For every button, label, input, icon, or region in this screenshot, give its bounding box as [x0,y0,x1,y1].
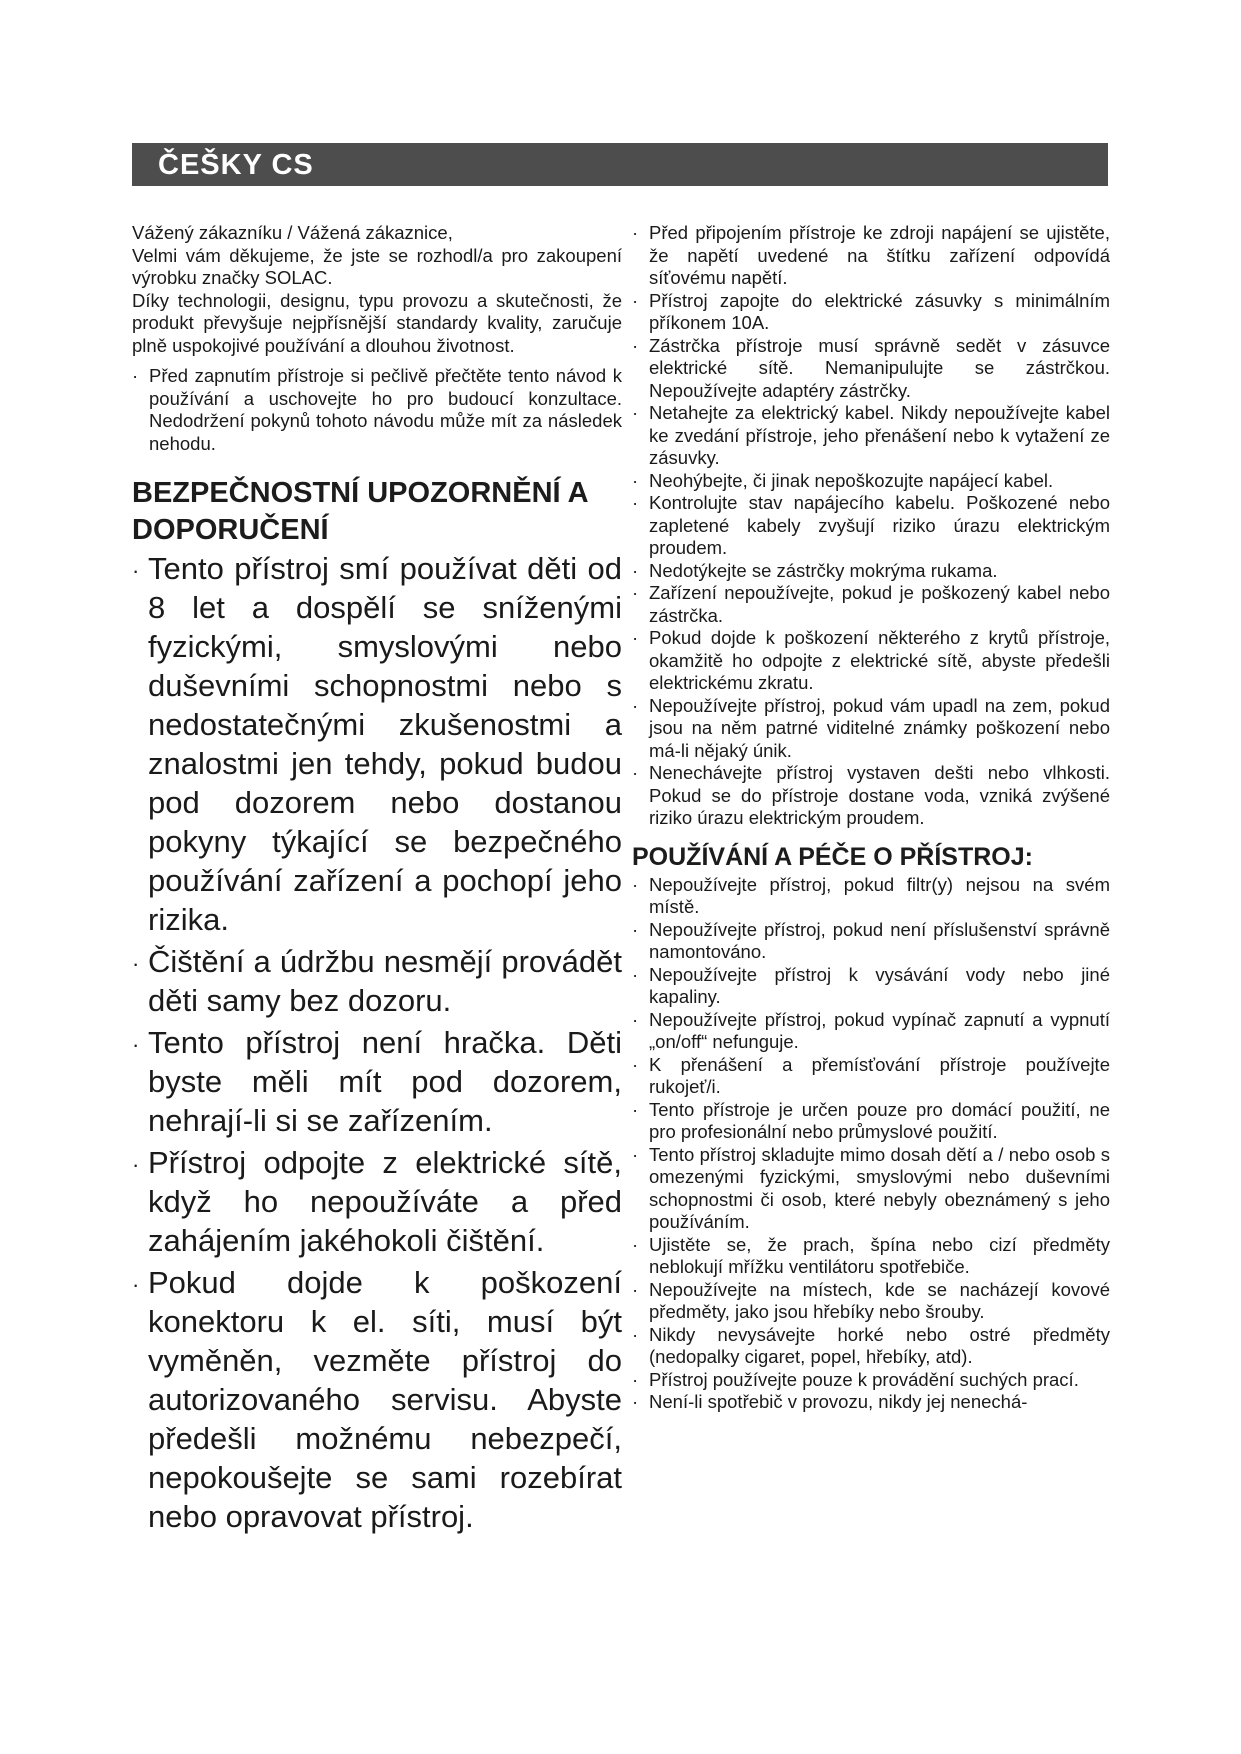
list-item [632,290,1110,335]
bullet-icon: · [632,918,639,940]
bullet-icon: · [132,951,140,976]
intro-note: Před zapnutím přístroje si pečlivě přečtěte tento návod k používání a uschovejte ho pro budoucí konzultace. Nedodržení pokynů tohoto návodu může mít za následek nehodu. [149,365,622,454]
bullet-icon: · [632,469,639,491]
list-item-text: Tento přístroj není hračka. Děti byste měli mít pod dozorem, nehrají-li si se zařízením. [148,1025,622,1138]
list-item-text: Nepoužívejte na místech, kde se nacházejí kovové předměty, jako jsou hřebíky nebo šrouby. [649,1278,1110,1322]
list-item-text: Pokud dojde k poškození některého z krytů přístroje, okamžitě ho odpojte z elektrické sítě, abyste předešli elektrickému zkratu. [649,627,1110,693]
list-item-text: Před připojením přístroje ke zdroji napájení se ujistěte, že napětí uvedené na štítku zařízení odpovídá síťovému napětí. [649,222,1110,288]
list-item [632,1369,1110,1392]
list-item-text: Tento přístroj smí používat děti od 8 let a dospělí se sníženými fyzickými, smyslovými nebo duševními schopnostmi nebo s nedostatečnými zkušenostmi a znalostmi jen tehdy, pokud budou pod dozorem nebo dostanou pokyny týkající se bezpečného používání zařízení a pochopí jeho rizika. [148,551,622,937]
bullet-icon: · [632,1053,639,1075]
list-item [632,492,1110,560]
list-item [632,1009,1110,1054]
bullet-icon: · [632,559,639,581]
bullet-icon: · [632,1008,639,1030]
list-item [632,402,1110,470]
bullet-icon: · [632,627,639,648]
usage-list [632,874,1110,1414]
list-item [632,762,1110,830]
list-item-text: Tento přístroje je určen pouze pro domácí použití, ne pro profesionální nebo průmyslové použití. [649,1098,1110,1142]
list-item-text: Není-li spotřebič v provozu, nikdy jej nenechá- [649,1391,1028,1412]
language-header-bar [132,143,1108,186]
list-item-text: Přístroj zapojte do elektrické zásuvky s minimálním příkonem 10A. [649,289,1110,333]
list-item [632,1144,1110,1234]
list-item [632,1279,1110,1324]
list-item [632,1099,1110,1144]
list-item [632,335,1110,403]
list-item [632,222,1110,290]
bullet-icon: · [632,873,639,895]
list-item-text: Nenechávejte přístroj vystaven dešti nebo vlhkosti. Pokud se do přístroje dostane voda, vzniká zvýšené riziko úrazu elektrickým proudem. [649,762,1110,828]
quality-paragraph: Díky technologii, designu, typu provozu a skutečnosti, že produkt převyšuje nejpřísnější standardy kvality, zaručuje plně uspokojivé používání a dlouhou životnost. [132,289,622,356]
list-item [132,549,622,939]
safety-big-list [132,549,622,1536]
safety-section-title: BEZPEČNOSTNÍ UPOZORNĚNÍ A DOPORUČENÍ [132,477,588,546]
list-item [632,964,1110,1009]
intro-section [132,222,622,357]
list-item-text: Přístroj odpojte z elektrické sítě, když ho nepoužíváte a před zahájením jakéhokoli čištění. [148,1145,622,1258]
list-item-text: Nikdy nevysávejte horké nebo ostré předměty (nedopalky cigaret, popel, hřebíky, atd). [649,1323,1110,1367]
bullet-icon: · [632,1391,639,1412]
list-item [132,942,622,1020]
list-item-text: Přístroj používejte pouze k provádění suchých prací. [649,1368,1079,1390]
bullet-icon: · [632,694,639,716]
thanks-paragraph: Velmi vám děkujeme, že jste se rozhodl/a pro zakoupení výrobku značky SOLAC. [132,244,622,288]
list-item-text: Netahejte za elektrický kabel. Nikdy nepoužívejte kabel ke zvedání přístroje, jeho přenášení nebo k vytažení ze zásuvky. [649,402,1110,468]
list-item-text: K přenášení a přemísťování přístroje používejte rukojeť/i. [649,1053,1110,1097]
list-item-text: Ujistěte se, že prach, špína nebo cizí předměty neblokují mřížku ventilátoru spotřebiče. [649,1233,1110,1277]
list-item-text: Tento přístroj skladujte mimo dosah dětí a / nebo osob s omezenými fyzickými, smyslovými nebo duševními schopnostmi či osob, které nebyly obeznámený s jeho používáním. [649,1143,1110,1232]
bullet-icon: · [632,402,639,423]
list-item [632,1234,1110,1279]
bullet-icon: · [632,222,639,243]
bullet-icon: · [132,1272,140,1297]
greeting: Vážený zákazníku / Vážená zákaznice, [132,222,453,243]
list-item-text: Nepoužívejte přístroj, pokud vypínač zapnutí a vypnutí „on/off“ nefunguje. [649,1008,1110,1052]
left-column [132,222,622,1536]
bullet-icon: · [632,289,639,311]
list-item-text: Nepoužívejte přístroj, pokud vám upadl na zem, pokud jsou na něm patrné viditelné známky poškození nebo má-li nějaký únik. [649,694,1110,761]
list-item [132,1263,622,1536]
language-title: ČEŠKY CS [158,149,314,181]
list-item-text: Neohýbejte, či jinak nepoškozujte napájecí kabel. [649,469,1054,491]
bullet-icon: · [632,762,639,783]
right-column [632,222,1110,1414]
list-item-text: Kontrolujte stav napájecího kabelu. Poškozené nebo zapletené kabely zvyšují riziko úrazu elektrickým proudem. [649,492,1110,558]
list-item-text: Nepoužívejte přístroj, pokud není příslušenství správně namontováno. [649,918,1110,962]
list-item [632,1054,1110,1099]
bullet-icon: · [132,1032,140,1057]
bullet-icon: · [632,334,639,356]
list-item-text: Čištění a údržbu nesmějí provádět děti samy bez dozoru. [148,944,622,1018]
bullet-icon: · [632,582,639,603]
bullet-icon: · [132,558,140,583]
bullet-icon: · [632,963,639,985]
list-item [632,695,1110,763]
list-item [632,1324,1110,1369]
list-item [632,627,1110,695]
safety-list [632,222,1110,830]
list-item [632,874,1110,919]
list-item-text: Nepoužívejte přístroj k vysávání vody nebo jiné kapaliny. [649,963,1110,1007]
list-item-text: Pokud dojde k poškození konektoru k el. síti, musí být vyměněn, vezměte přístroj do autorizovaného servisu. Abyste předešli možnému nebezpečí, nepokoušejte se sami rozebírat nebo opravovat přístroj. [148,1265,622,1534]
list-item-text: Zařízení nepoužívejte, pokud je poškozený kabel nebo zástrčka. [649,582,1110,626]
list-item [632,560,1110,583]
list-item [632,1391,1110,1414]
list-item [132,365,622,455]
list-item-text: Nepoužívejte přístroj, pokud filtr(y) nejsou na svém místě. [649,873,1110,917]
bullet-icon: · [632,1098,639,1120]
bullet-icon: · [632,1233,639,1255]
bullet-icon: · [632,1278,639,1300]
intro-note-list [132,365,622,455]
bullet-icon: · [632,1143,639,1165]
list-item [632,582,1110,627]
list-item-text: Zástrčka přístroje musí správně sedět v zásuvce elektrické sítě. Nemanipulujte se zástrčkou. Nepoužívejte adaptéry zástrčky. [649,334,1110,401]
usage-section-title: POUŽÍVÁNÍ A PÉČE O PŘÍSTROJ: [632,842,1033,871]
bullet-icon: · [132,1152,140,1177]
bullet-icon: · [632,492,639,513]
list-item [632,470,1110,493]
list-item [132,1143,622,1260]
list-item [632,919,1110,964]
bullet-icon: · [132,365,139,386]
bullet-icon: · [632,1368,639,1390]
list-item-text: Nedotýkejte se zástrčky mokrýma rukama. [649,559,998,581]
list-item [132,1023,622,1140]
bullet-icon: · [632,1323,639,1345]
